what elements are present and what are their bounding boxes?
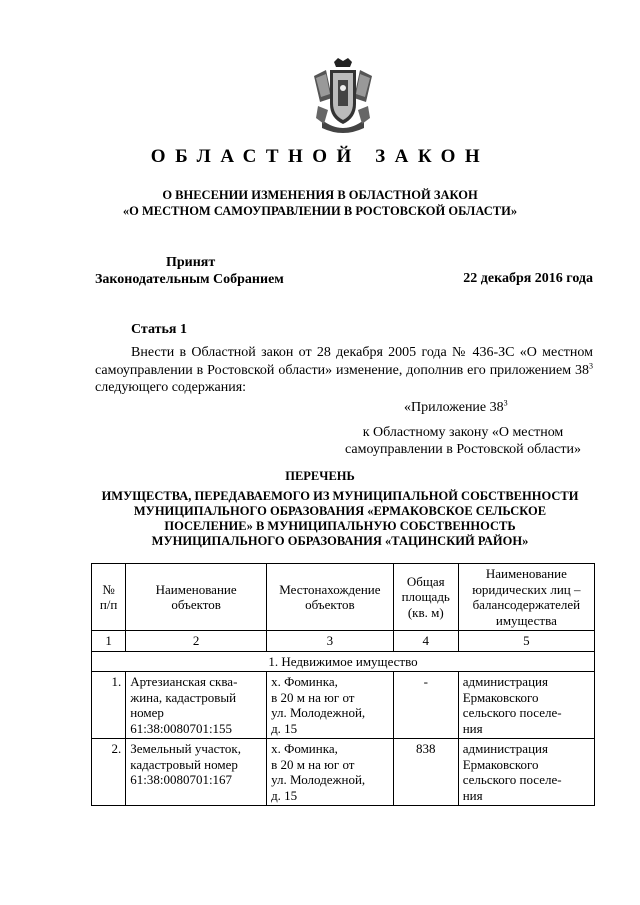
appendix-title-text: «Приложение 38 <box>404 400 504 415</box>
list-subtitle-line: ПОСЕЛЕНИЕ» В МУНИЦИПАЛЬНУЮ СОБСТВЕННОСТЬ <box>164 519 516 533</box>
header-text: объектов <box>171 597 221 612</box>
object-name-cell <box>126 672 267 739</box>
appendix-ref-line: к Областному закону «О местном <box>362 425 564 440</box>
column-number: 3 <box>267 631 394 652</box>
list-subtitle-line: ИМУЩЕСТВА, ПЕРЕДАВАЕМОГО ИЗ МУНИЦИПАЛЬНОЙ СОБСТВЕННОСТИ <box>101 489 579 503</box>
adopted-by: Законодательным Собранием <box>95 272 284 287</box>
cell-line: х. Фоминка, <box>271 674 338 689</box>
cell-line: ул. Молодежной, <box>271 705 366 720</box>
cell-line: Ермаковского <box>462 756 539 772</box>
property-table <box>91 563 595 806</box>
table-header-row <box>92 564 595 631</box>
cell-line: сельского поселе- <box>462 772 562 787</box>
header-name <box>126 564 267 631</box>
header-text: балансодержателей <box>472 597 581 612</box>
object-location-cell <box>267 672 394 739</box>
balance-holder-cell <box>458 739 594 806</box>
header-text: объектов <box>305 597 355 612</box>
list-subtitle-line: МУНИЦИПАЛЬНОГО ОБРАЗОВАНИЯ «ЕРМАКОВСКОЕ СЕЛЬСКОЕ <box>133 504 547 518</box>
cell-line: д. 15 <box>271 787 298 803</box>
cell-line: ул. Молодежной, <box>271 772 366 787</box>
header-text: п/п <box>99 597 118 612</box>
section-row <box>92 651 595 672</box>
header-location <box>267 564 394 631</box>
article-text-main: Внести в Областной закон от 28 декабря 2005 года № 436-ЗС «О местном самоуправлении в Ростовской области» изменение, дополнив его приложением 38 <box>95 345 593 378</box>
article-superscript: 3 <box>589 360 593 370</box>
cell-line: 61:38:0080701:155 <box>130 720 233 736</box>
header-holder <box>458 564 594 631</box>
header-num <box>92 564 126 631</box>
object-area-cell: - <box>393 672 458 739</box>
article-heading: Статья 1 <box>131 322 187 337</box>
subtitle-line: О ВНЕСЕНИИ ИЗМЕНЕНИЯ В ОБЛАСТНОЙ ЗАКОН <box>162 188 478 202</box>
cell-line: Артезианская сква- <box>130 674 238 689</box>
header-text: Наименование <box>485 566 567 581</box>
article-text-tail: следующего содержания: <box>95 380 247 395</box>
coat-of-arms-icon <box>312 58 374 136</box>
adopted-label: Принят <box>166 255 216 270</box>
header-text: Общая <box>406 573 445 589</box>
cell-line: Ермаковского <box>462 689 539 705</box>
cell-line: кадастровый номер <box>130 756 238 772</box>
cell-line: в 20 м на юг от <box>271 756 355 772</box>
cell-line: администрация <box>462 674 548 689</box>
column-number-row <box>92 631 595 652</box>
balance-holder-cell <box>458 672 594 739</box>
object-area-cell: 838 <box>393 739 458 806</box>
row-number: 2. <box>92 739 126 806</box>
header-text: площадь <box>401 589 450 605</box>
table-row <box>92 672 595 739</box>
cell-line: ния <box>462 787 483 803</box>
table-row <box>92 739 595 806</box>
column-number: 1 <box>92 631 126 652</box>
cell-line: х. Фоминка, <box>271 741 338 756</box>
object-location-cell <box>267 739 394 806</box>
subtitle-line: «О МЕСТНОМ САМОУПРАВЛЕНИИ В РОСТОВСКОЙ ОБЛАСТИ» <box>122 204 518 218</box>
cell-line: сельского поселе- <box>462 705 562 720</box>
row-number: 1. <box>92 672 126 739</box>
cell-line: 61:38:0080701:167 <box>130 772 233 787</box>
column-number: 2 <box>126 631 267 652</box>
column-number: 5 <box>458 631 594 652</box>
appendix-reference <box>332 424 594 458</box>
header-text: Наименование <box>155 581 237 597</box>
adoption-date: 22 декабря 2016 года <box>463 271 593 286</box>
article-text <box>95 344 593 397</box>
object-name-cell <box>126 739 267 806</box>
appendix-ref-line: самоуправлении в Ростовской области» <box>345 442 581 457</box>
cell-line: ния <box>462 720 483 736</box>
section-heading: 1. Недвижимое имущество <box>92 651 595 672</box>
header-text: (кв. м) <box>407 604 444 620</box>
cell-line: номер <box>130 705 164 720</box>
cell-line: администрация <box>462 741 548 756</box>
header-text: Местонахождение <box>279 581 381 597</box>
cell-line: жина, кадастровый <box>130 689 237 705</box>
list-subtitle <box>85 489 595 549</box>
cell-line: д. 15 <box>271 720 298 736</box>
header-text: № <box>102 581 115 597</box>
appendix-title <box>404 399 508 416</box>
law-subtitle <box>80 187 560 219</box>
column-number: 4 <box>393 631 458 652</box>
header-area <box>393 564 458 631</box>
header-text: юридических лиц – <box>472 581 581 597</box>
cell-line: в 20 м на юг от <box>271 689 355 705</box>
cell-line: Земельный участок, <box>130 741 241 756</box>
header-text: имущества <box>495 612 557 628</box>
list-title: ПЕРЕЧЕНЬ <box>285 469 355 483</box>
list-subtitle-line: МУНИЦИПАЛЬНОГО ОБРАЗОВАНИЯ «ТАЦИНСКИЙ РАЙОН» <box>151 534 529 548</box>
appendix-superscript: 3 <box>503 398 508 408</box>
law-title: ОБЛАСТНОЙ ЗАКОН <box>150 146 490 167</box>
